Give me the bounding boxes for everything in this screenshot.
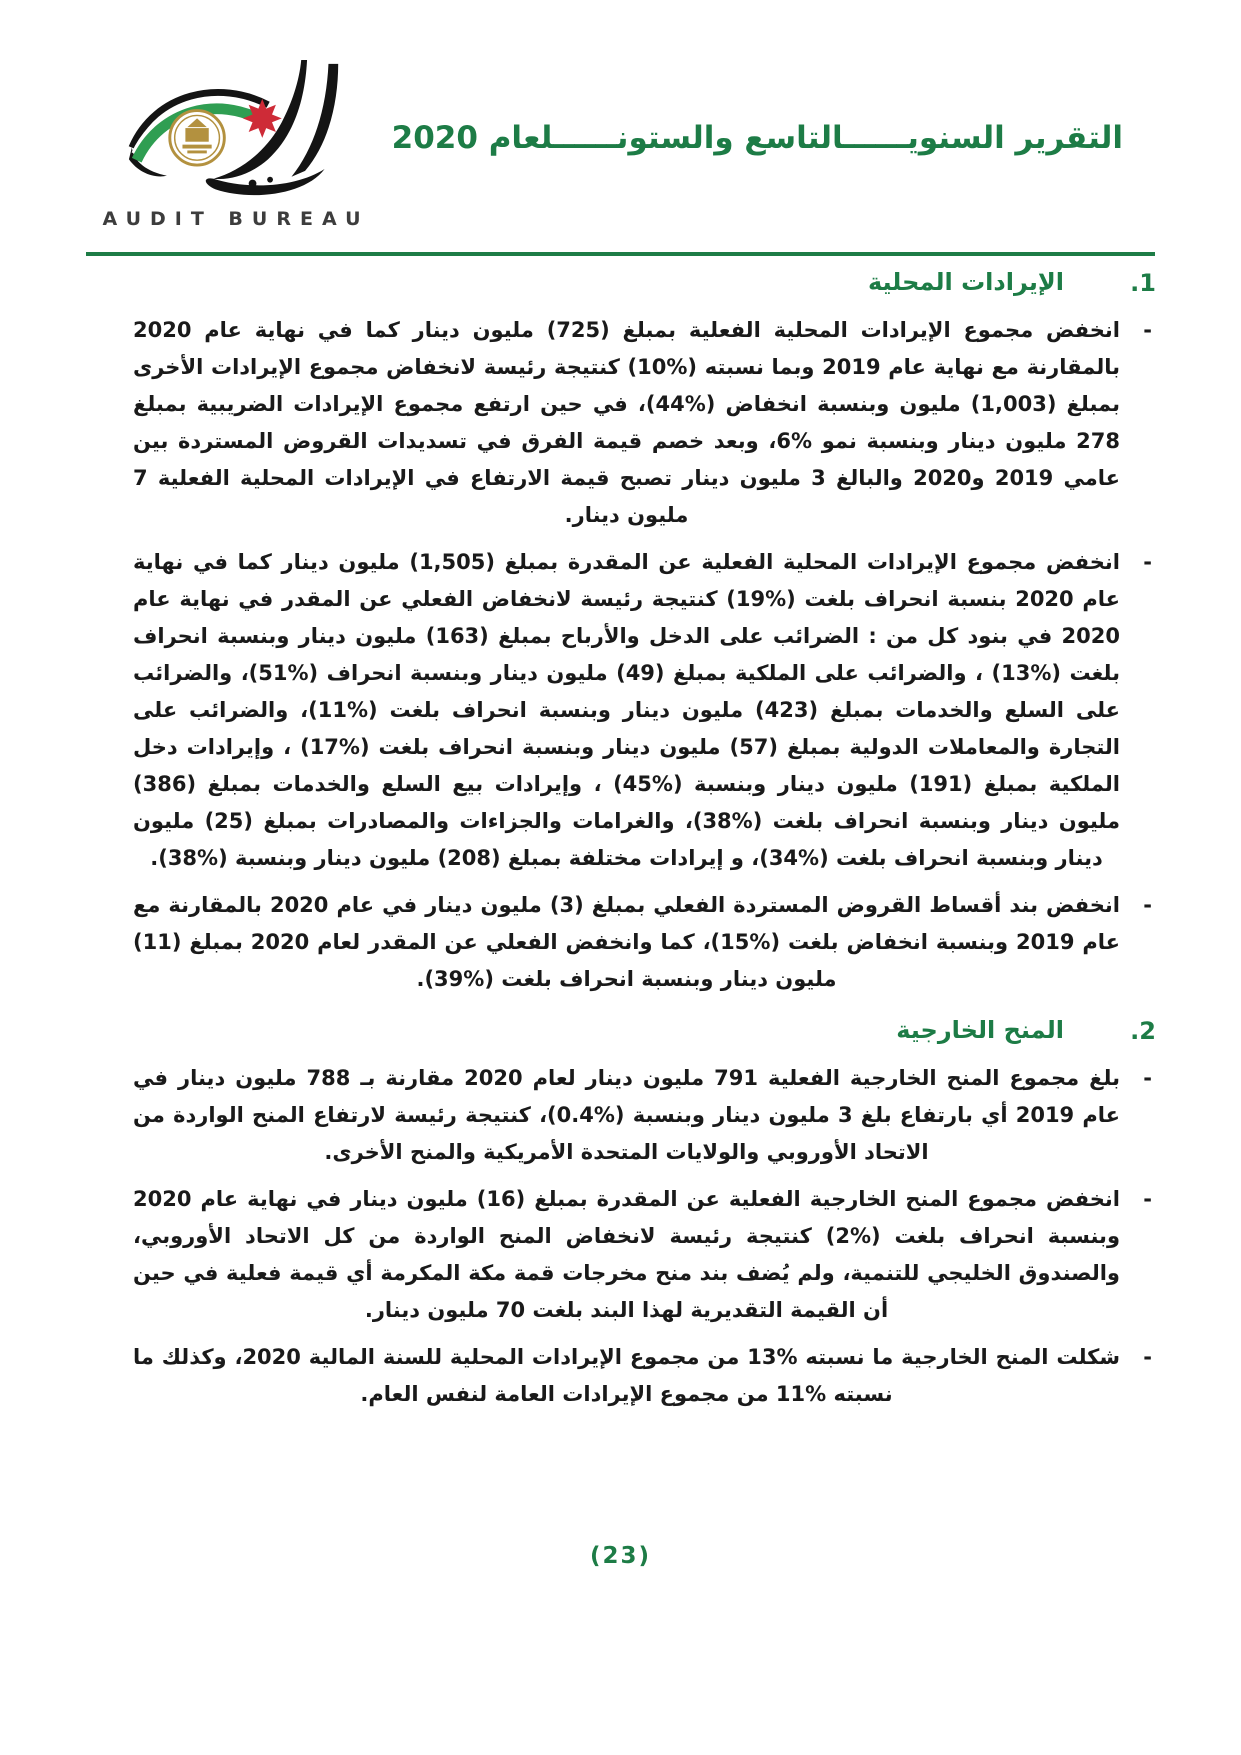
list-item: [133, 544, 1152, 877]
bullet-text: انخفض مجموع المنح الخارجية الفعلية عن المقدرة بمبلغ (16) مليون دينار في نهاية عام 2020 وبنسبة انحراف بلغت (%2) كنتيجة رئيسة لانخفاض المنح الواردة من كل الاتحاد الأوروبي، والصندوق الخليجي للتنمية، ولم يُضف بند منح مخرجات قمة مكة المكرمة أي قيمة فعلية في حين أن القيمة التقديرية لهذا البند بلغت 70 مليون دينار.: [133, 1187, 1120, 1322]
gold-emblem-icon: [170, 111, 225, 166]
bullet-dash-marker: -: [1143, 893, 1152, 917]
list-item: [133, 1060, 1152, 1171]
bullet-dash-marker: -: [1143, 1187, 1152, 1211]
bullet-dash-marker: -: [1143, 550, 1152, 574]
list-item: [133, 1339, 1152, 1413]
section-heading-external-grants: [133, 1016, 1156, 1052]
list-item: [133, 1181, 1152, 1329]
section-title: الإيرادات المحلية: [867, 268, 1064, 296]
page-number: (23): [589, 1543, 652, 1569]
report-title: التقرير السنويــــــالتاسع والستونــــــلعام 2020: [391, 120, 1123, 156]
bullet-text: انخفض مجموع الإيرادات المحلية الفعلية عن المقدرة بمبلغ (1,505) مليون دينار كما في نهاية عام 2020 بنسبة انحراف بلغت (%19) كنتيجة رئيسة لانخفاض الفعلي عن المقدر في نهاية عام 2020 في بنود كل من : الضرائب على الدخل والأرباح بمبلغ (163) مليون دينار وبنسبة انحراف بلغت (%13) ، والضرائب على الملكية بمبلغ (49) مليون دينار وبنسبة انحراف (%51)، والضرائب على السلع والخدمات بمبلغ (423) مليون دينار وبنسبة انحراف بلغت (%11)، والضرائب على التجارة والمعاملات الدولية بمبلغ (57) مليون دينار وبنسبة انحراف بلغت (%17) ، وإيرادات دخل الملكية بمبلغ (191) مليون دينار وبنسبة (%45) ، وإيرادات بيع السلع والخدمات بمبلغ (386) مليون دينار وبنسبة انحراف بلغت (%38)، والغرامات والجزاءات والمصادرات بمبلغ (25) مليون دينار وبنسبة انحراف بلغت (%34)، و إيرادات مختلفة بمبلغ (208) مليون دينار وبنسبة (%38).: [133, 550, 1121, 870]
report-body: [133, 266, 1156, 1423]
bullet-dash-marker: -: [1143, 1345, 1152, 1369]
bullet-text: شكلت المنح الخارجية ما نسبته %13 من مجموع الإيرادات المحلية للسنة المالية 2020، وكذلك ما نسبته %11 من مجموع الإيرادات العامة لنفس العام.: [133, 1345, 1120, 1406]
bullet-text: انخفض بند أقساط القروض المستردة الفعلي بمبلغ (3) مليون دينار في عام 2020 بالمقارنة مع عام 2019 وبنسبة انخفاض بلغت (%15)، كما وانخفض الفعلي عن المقدر لعام 2020 بمبلغ (11) مليون دينار وبنسبة انحراف بلغت (%39).: [133, 893, 1121, 991]
section-number: 1.: [1130, 269, 1156, 297]
bullet-dash-marker: -: [1143, 1066, 1152, 1090]
section-title: المنح الخارجية: [896, 1016, 1064, 1044]
list-item: [133, 887, 1152, 998]
audit-bureau-logo: [98, 58, 374, 230]
red-star-icon: [243, 99, 282, 138]
section-heading-local-revenues: [133, 268, 1156, 304]
logo-latin-name: AUDIT BUREAU: [102, 208, 370, 230]
list-item: [133, 312, 1152, 534]
header-divider: [86, 252, 1155, 256]
section-number: 2.: [1130, 1017, 1156, 1045]
bullet-text: بلغ مجموع المنح الخارجية الفعلية 791 مليون دينار لعام 2020 مقارنة بـ 788 مليون دينار في عام 2019 أي بارتفاع بلغ 3 مليون دينار وبنسبة (%0.4)، كنتيجة رئيسة لارتفاع المنح الواردة من الاتحاد الأوروبي والولايات المتحدة الأمريكية والمنح الأخرى.: [133, 1066, 1120, 1164]
bullet-dash-marker: -: [1143, 318, 1152, 342]
audit-bureau-logo-icon: [100, 58, 372, 204]
bullet-text: انخفض مجموع الإيرادات المحلية الفعلية بمبلغ (725) مليون دينار كما في نهاية عام 2020 بالمقارنة مع نهاية عام 2019 وبما نسبته (%10) كنتيجة رئيسة لانخفاض مجموع الإيرادات الأخرى بمبلغ (1,003) مليون وبنسبة انخفاض (%44)، في حين ارتفع مجموع الإيرادات الضريبية بمبلغ 278 مليون دينار وبنسبة نمو %6، وبعد خصم قيمة الفرق في تسديدات القروض المستردة بين عامي 2019 و2020 والبالغ 3 مليون دينار تصبح قيمة الارتفاع في الإيرادات المحلية الفعلية 7 مليون دينار.: [133, 318, 1121, 527]
